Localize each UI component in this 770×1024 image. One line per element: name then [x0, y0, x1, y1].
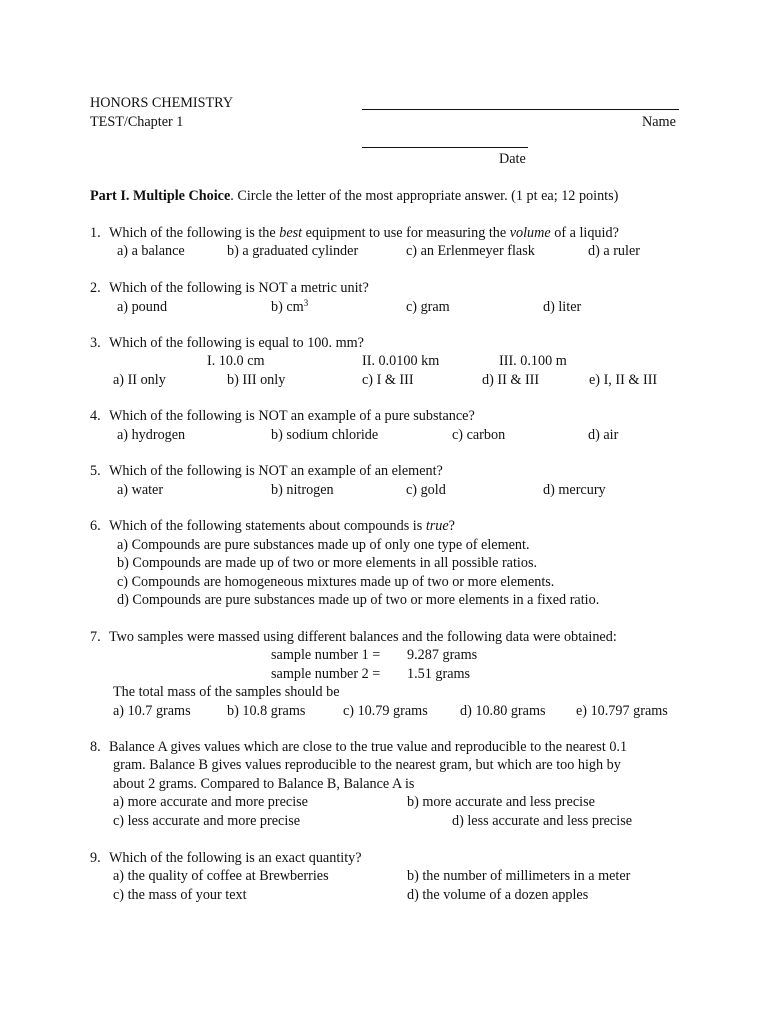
choice-b-text: b) cm [271, 299, 304, 315]
emphasis: volume [509, 225, 551, 241]
choice-b[interactable]: b) 10.8 grams [227, 703, 306, 719]
choice-a[interactable]: a) 10.7 grams [113, 703, 191, 719]
superscript: 3 [303, 298, 309, 308]
choice-e[interactable]: e) 10.797 grams [576, 703, 668, 719]
choice-e[interactable]: e) I, II & III [589, 372, 658, 388]
question-text: Which of the following is an exact quantity? [109, 850, 362, 866]
name-line[interactable] [362, 109, 679, 110]
choice-d[interactable]: d) II & III [482, 372, 540, 388]
test-title: TEST/Chapter 1 [90, 114, 184, 130]
question-number: 1. [90, 225, 101, 241]
part1-heading [90, 187, 618, 205]
choice-b[interactable]: b) III only [227, 372, 286, 388]
question-text: Which of the following is equal to 100. mm? [109, 335, 364, 351]
question-text: Which of the following is NOT an example of an element? [109, 463, 443, 479]
choice-c[interactable]: c) less accurate and more precise [113, 813, 301, 829]
part1-instructions: . Circle the letter of the most appropriate answer. (1 pt ea; 12 points) [230, 188, 619, 204]
question-text: Which of the following is NOT a metric unit? [109, 280, 369, 296]
course-title: HONORS CHEMISTRY [90, 95, 234, 111]
question-number: 7. [90, 629, 101, 645]
emphasis: true [425, 518, 449, 534]
choice-d[interactable]: d) the volume of a dozen apples [407, 887, 589, 903]
sample-1-label: sample number 1 = [271, 647, 381, 663]
emphasis: best [279, 225, 303, 241]
date-line[interactable] [362, 147, 528, 148]
choice-a[interactable]: a) II only [113, 372, 166, 388]
sample-1-value: 9.287 grams [407, 647, 478, 663]
choice-c[interactable]: c) the mass of your text [113, 887, 247, 903]
choice-b[interactable]: b) Compounds are made up of two or more elements in all possible ratios. [117, 555, 538, 571]
question-text [109, 224, 619, 242]
option-iii: III. 0.100 m [499, 353, 567, 369]
date-label: Date [499, 151, 526, 167]
choice-a[interactable]: a) hydrogen [117, 427, 186, 443]
choice-c[interactable]: c) 10.79 grams [343, 703, 428, 719]
text-part: Which of the following is the [109, 225, 280, 241]
sample-2-value: 1.51 grams [407, 666, 471, 682]
choice-c[interactable]: c) carbon [452, 427, 506, 443]
sample-2-label: sample number 2 = [271, 666, 381, 682]
choice-b[interactable]: b) a graduated cylinder [227, 243, 359, 259]
choice-c[interactable]: c) gram [406, 299, 450, 315]
question-number: 9. [90, 850, 101, 866]
choice-d[interactable]: d) 10.80 grams [460, 703, 546, 719]
text-part: Which of the following statements about compounds is [109, 518, 426, 534]
choice-d[interactable]: d) Compounds are pure substances made up of two or more elements in a fixed ratio. [117, 592, 600, 608]
question-prompt: The total mass of the samples should be [113, 684, 340, 700]
choice-a[interactable]: a) pound [117, 299, 168, 315]
question-text-line-2: gram. Balance B gives values reproducible to the nearest gram, but which are too high by [113, 757, 621, 773]
text-part: equipment to use for measuring the [302, 225, 510, 241]
text-part: ? [448, 518, 455, 534]
question-number: 6. [90, 518, 101, 534]
question-text [109, 517, 455, 535]
option-i: I. 10.0 cm [207, 353, 265, 369]
question-text-line-1: Balance A gives values which are close to the true value and reproducible to the nearest 0.1 [109, 739, 628, 755]
choice-a[interactable]: a) Compounds are pure substances made up of only one type of element. [117, 537, 530, 553]
choice-a[interactable]: a) the quality of coffee at Brewberries [113, 868, 329, 884]
choice-b[interactable]: b) sodium chloride [271, 427, 379, 443]
choice-d[interactable]: d) a ruler [588, 243, 640, 259]
choice-c[interactable]: c) an Erlenmeyer flask [406, 243, 535, 259]
name-label: Name [642, 114, 676, 130]
option-ii: II. 0.0100 km [362, 353, 440, 369]
question-number: 8. [90, 739, 101, 755]
question-number: 4. [90, 408, 101, 424]
choice-b[interactable]: b) the number of millimeters in a meter [407, 868, 631, 884]
text-part: of a liquid? [550, 225, 619, 241]
question-text: Which of the following is NOT an example of a pure substance? [109, 408, 475, 424]
choice-d[interactable]: d) air [588, 427, 619, 443]
choice-b[interactable]: b) more accurate and less precise [407, 794, 595, 810]
choice-d[interactable]: d) less accurate and less precise [452, 813, 633, 829]
choice-c[interactable]: c) gold [406, 482, 446, 498]
question-number: 3. [90, 335, 101, 351]
choice-d[interactable]: d) mercury [543, 482, 606, 498]
choice-a[interactable]: a) more accurate and more precise [113, 794, 308, 810]
choice-c[interactable]: c) Compounds are homogeneous mixtures made up of two or more elements. [117, 574, 555, 590]
question-text: Two samples were massed using different balances and the following data were obtained: [109, 629, 617, 645]
question-number: 5. [90, 463, 101, 479]
part1-title: Part I. Multiple Choice [90, 188, 231, 204]
question-text-line-3: about 2 grams. Compared to Balance B, Balance A is [113, 776, 415, 792]
choice-b[interactable] [271, 298, 308, 316]
question-number: 2. [90, 280, 101, 296]
choice-d[interactable]: d) liter [543, 299, 582, 315]
choice-b[interactable]: b) nitrogen [271, 482, 334, 498]
choice-a[interactable]: a) water [117, 482, 164, 498]
choice-c[interactable]: c) I & III [362, 372, 414, 388]
choice-a[interactable]: a) a balance [117, 243, 185, 259]
